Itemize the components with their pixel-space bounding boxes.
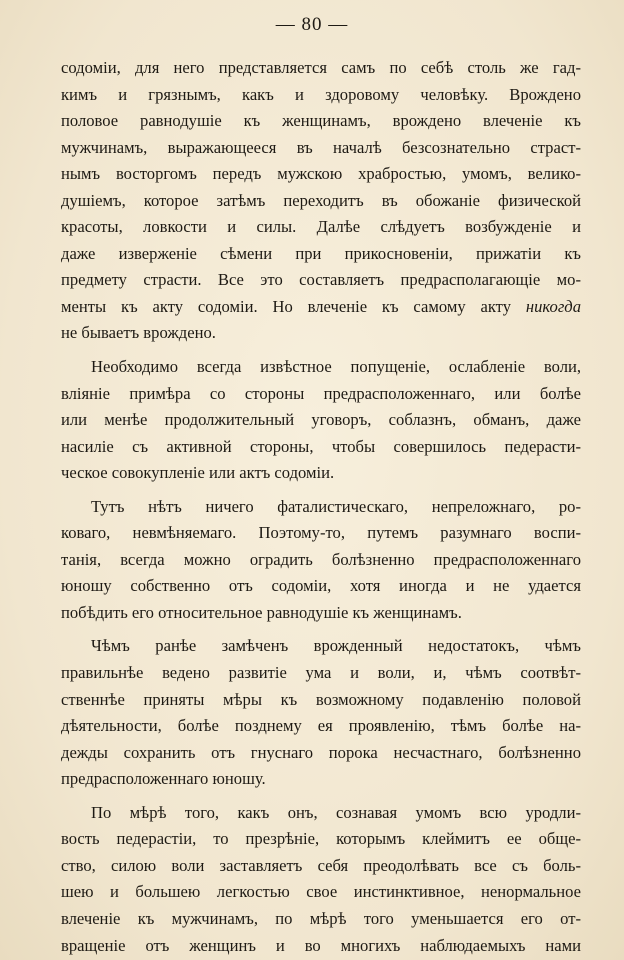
text-line: предмету страсти. Все это составляетъ предрасполагающіе мо- bbox=[61, 270, 581, 290]
text-line: шею и большею легкостью свое инстинктивное, ненормальное bbox=[61, 882, 581, 902]
text-line: побѣдить его относительное равнодушіе къ женщинамъ. bbox=[61, 602, 462, 622]
text-line: даже изверженіе сѣмени при прикосновеніи, прижатіи къ bbox=[61, 243, 581, 263]
text-line: Необходимо всегда извѣстное попущеніе, ослабленіе воли, bbox=[91, 357, 581, 377]
text-line: содоміи, для него представляется самъ по себѣ столь же гад- bbox=[61, 58, 581, 77]
text-line: насиліе съ активной стороны, чтобы совершилось педерасти- bbox=[61, 436, 581, 456]
text-line: не бываетъ врождено. bbox=[61, 323, 216, 343]
body-text bbox=[61, 55, 581, 959]
paragraph-4 bbox=[61, 633, 581, 792]
paragraph-1 bbox=[61, 55, 581, 347]
paragraph-5 bbox=[61, 800, 581, 959]
text-segment: менты къ акту содоміи. Но влеченіе къ самому акту bbox=[61, 296, 526, 316]
text-line: душіемъ, которое затѣмъ переходитъ въ обожаніе физической bbox=[61, 190, 581, 210]
text-line: ство, силою воли заставляетъ себя преодолѣвать все съ боль- bbox=[61, 855, 581, 875]
text-line: кимъ и грязнымъ, какъ и здоровому человѣку. Врожденo bbox=[61, 84, 581, 104]
text-line: Тутъ нѣтъ ничего фаталистическаго, непреложнаго, ро- bbox=[91, 496, 581, 516]
text-line: мужчинамъ, выражающееся въ началѣ безсознательно страст- bbox=[61, 137, 581, 157]
text-line: Чѣмъ ранѣе замѣченъ врожденный недостатокъ, чѣмъ bbox=[91, 636, 581, 656]
text-line: половое равнодушіе къ женщинамъ, врождено влеченіе къ bbox=[61, 111, 581, 131]
text-line: влеченіе къ мужчинамъ, по мѣрѣ того уменьшается его от- bbox=[61, 908, 581, 928]
text-line: или менѣе продолжительный уговоръ, соблазнъ, обманъ, даже bbox=[61, 410, 581, 430]
text-line: вращеніе отъ женщинъ и во многихъ наблюдаемыхъ нами bbox=[61, 935, 581, 955]
page-number: — 80 — bbox=[275, 14, 349, 35]
text-line: танія, всегда можно оградить болѣзненно предрасположеннаго bbox=[61, 549, 581, 569]
paragraph-3 bbox=[61, 494, 581, 627]
text-line: вліяніе примѣра со стороны предрасположеннаго, или болѣе bbox=[61, 383, 581, 403]
text-line: вость педерастіи, то презрѣніе, которымъ клеймитъ ее обще- bbox=[61, 829, 581, 849]
text-line: дѣятельности, болѣе позднему ея проявленію, тѣмъ болѣе на- bbox=[61, 716, 581, 736]
text-line: ческое совокупленіе или актъ содоміи. bbox=[61, 463, 335, 483]
emphasized-word: никогда bbox=[525, 296, 581, 316]
paragraph-2 bbox=[61, 354, 581, 487]
text-line: юношу собственно отъ содоміи, хотя иногда и не удается bbox=[61, 576, 581, 596]
text-line: нымъ восторгомъ передъ мужскою храбростью, умомъ, велико- bbox=[61, 164, 581, 184]
text-line: правильнѣе ведено развитіе ума и воли, и, чѣмъ соотвѣт- bbox=[61, 663, 581, 683]
text-line: По мѣрѣ того, какъ онъ, сознавая умомъ всю уродли- bbox=[91, 802, 581, 822]
text-line: красоты, ловкости и силы. Далѣе слѣдуетъ возбужденіе и bbox=[61, 217, 581, 237]
text-line: коваго, невмѣняемаго. Поэтому-то, путемъ разумнаго воспи- bbox=[61, 523, 581, 543]
text-line: предрасположеннаго юношу. bbox=[61, 769, 266, 789]
text-line-with-emphasis bbox=[61, 294, 581, 321]
text-line: ственнѣе приняты мѣры къ возможному подавленію половой bbox=[61, 689, 581, 709]
text-line: дежды сохранить отъ гнуснаго порока несчастнаго, болѣзненно bbox=[61, 742, 581, 762]
